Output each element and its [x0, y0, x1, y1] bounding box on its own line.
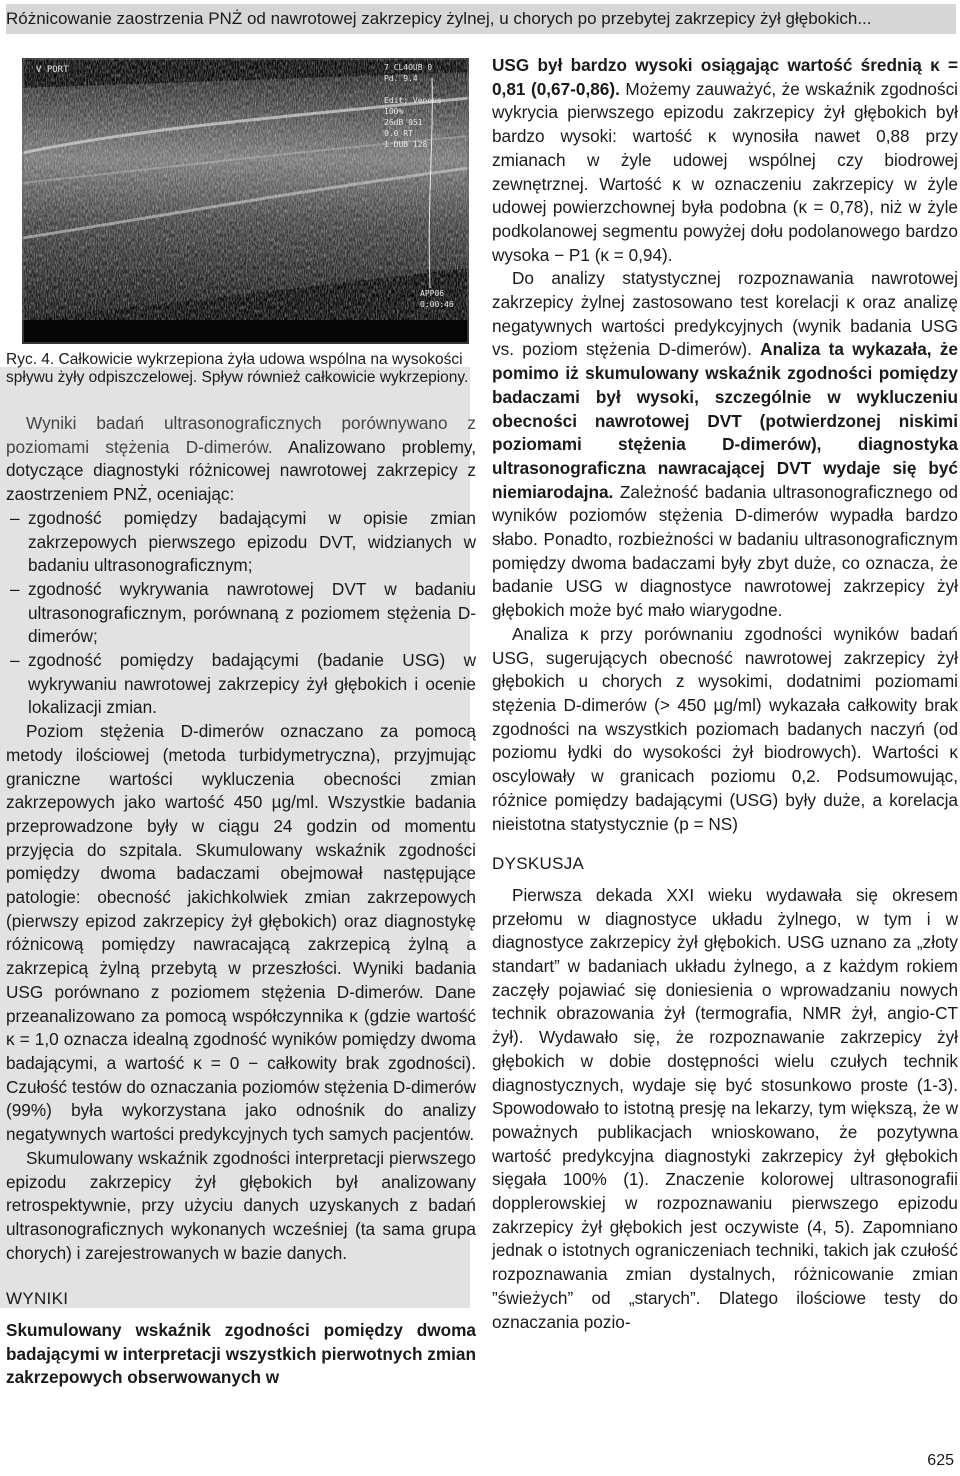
bold-text: USG był bardzo wysoki osiągając wartość średnią κ = 0,81 (0,67-0,86). [492, 55, 958, 99]
paragraph: Pierwsza dekada XXI wieku wydawała się okresem przełomu w diagnostyce układu żylnego, w tym i w diagnostyce zakrzepicy żył głębokich. USG uznano za „złoty standart” w badaniach układu żylnego, a z każdym rokiem zaczęły pojawiać się doniesienia o wprowadzaniu nowych technik obrazowania żył (termografia, NMR żył, angio-CT żył). Wydawało się, że rozpoznawanie zakrzepicy żył głębokich w dobie dostępności wielu czułych technik diagnostycznych, wydaje się być stosunkowo proste (1-3). Spowodowało to istotną presję na lekarzy, tym większą, że w poważnych publikacjach wnioskowano, że pozytywna wartość predykcyjna diagnostyki zakrzepicy żył głębokich sięgała 100% (1). Znaczenie kolorowej ultrasonografii dopplerowskiej w rozpoznawaniu pierwszego epizodu zakrzepicy żył głębokich jest oczywiste (4, 5). Zapomniano jednak o istotnych ograniczeniach techniki, takich jak czułość rozpoznawania zmian dystalnych, różnicowanie zmian ”świeżych” od „starych”. Dlatego ilościowe testy do oznaczania pozio- [492, 884, 958, 1332]
section-heading-results: WYNIKI [6, 1289, 69, 1309]
figure-caption: Ryc. 4. Całkowicie wykrzepiona żyła udowa wspólna na wysokości spływu żyły odpiszczelowej. Spływ również całkowicie wykrzepiony. [6, 351, 469, 386]
ultrasound-image [22, 58, 469, 344]
running-head: Różnicowanie zaostrzenia PNŻ od nawrotowej zakrzepicy żylnej, u chorych po przebytej zakrzepicy żył głębokich... [6, 4, 956, 34]
paragraph: Skumulowany wskaźnik zgodności interpretacji pierwszego epizodu zakrzepicy żył głębokich był analizowany retrospektywnie, przy użyciu danych uzyskanych z badań ultrasonograficznych wykonanych wcześniej (ta sama grupa chorych) i zarejestrowanych w bazie danych. [6, 1147, 476, 1263]
page-number: 625 [927, 1452, 954, 1469]
overlay-line: 100% [384, 107, 404, 116]
overlay-line: Edit: Venous [384, 96, 442, 105]
left-body [6, 412, 476, 1390]
paragraph-lead: Wyniki badań ultrasonograficznych porównywano z poziomami stężenia D-dimerów. [6, 413, 476, 457]
overlay-line: 1 DUB 128 [384, 140, 428, 149]
list-item: – zgodność wykrywania nawrotowej DVT w badaniu ultrasonograficznym, porównaną z poziomem stężenia D-dimerów; [6, 578, 476, 649]
criteria-list [6, 507, 476, 720]
section-heading-discussion: DYSKUSJA [492, 854, 585, 874]
ultrasound-figure [22, 58, 469, 344]
overlay-line: 0.0 RT [384, 129, 413, 138]
paragraph: Analiza κ przy porównaniu zgodności wyników badań USG, sugerujących obecność nawrotowej zakrzepicy żył głębokich u chorych z wysokimi, dodatnimi poziomami stężenia D-dimerów (> 450 µg/ml) wykazała całkowity brak zgodności na wszystkich poziomach badanych naczyń (od poziomu łydki do wysokości żył biodrowych). Wartości κ oscylowały w granicach poziomu 0,2. Podsumowując, różnice pomiędzy badającymi (USG) były duże, a korelacja nieistotna statystycznie (p = NS) [492, 623, 958, 834]
list-item: – zgodność pomiędzy badającymi (badanie USG) w wykrywaniu nawrotowej zakrzepicy żył głębokich i ocenie lokalizacji zmian. [6, 649, 476, 720]
paragraph [492, 267, 958, 623]
left-column [6, 58, 476, 1390]
results-subheading: Skumulowany wskaźnik zgodności pomiędzy dwoma badającymi w interpretacji wszystkich pierwotnych zmian zakrzepowych obserwowanych w [6, 1320, 476, 1388]
bold-text: Analiza ta wykazała, że pomimo iż skumulowany wskaźnik zgodności pomiędzy badaczami był wysoki, szczególnie w wykluczeniu obecności nawrotowej DVT (potwierdzonej niskimi poziomami stężenia D-dimerów), diagnostyka ultrasonograficzna nawracającej DVT wydaje się być niemiarodajna. [492, 339, 958, 502]
paragraph: Poziom stężenia D-dimerów oznaczano za pomocą metody ilościowej (metoda turbidymetryczna), przyjmując graniczne wartości wykluczenia obecności zmian zakrzepowych jako wartość 450 µg/ml. Wszystkie badania przeprowadzone były w ciągu 24 godzin od momentu przyjęcia do szpitala. Skumulowany wskaźnik zgodności pomiędzy dwoma badaczami obejmował następujące patologie: obecność jakichkolwiek zmian zakrzepowych (pierwszy epizod zakrzepicy żył głębokich) oraz diagnostykę różnicową pomiędzy nawracającą zakrzepicą żylną a zakrzepicą żylną przebytą w przeszłości. Wyniki badania USG porównano z poziomem stężenia D-dimerów. Dane przeanalizowano za pomocą współczynnika κ (gdzie wartość κ = 1,0 oznacza idealną zgodność wyników pomiędzy dwoma badającymi, a wartość κ = 0 − całkowity brak zgodności). Czułość testów do oznaczania poziomów stężenia D-dimerów (99%) była wykorzystana jako odnośnik do analizy negatywnych wartości predykcyjnych tych samych pacjentów. [6, 721, 477, 1145]
list-item: – zgodność pomiędzy badającymi w opisie zmian zakrzepowych pierwszego epizodu DVT, widzianych w badaniu ultrasonograficznym; [6, 507, 476, 578]
paragraph-text: Możemy zauważyć, że wskaźnik zgodności wykrycia pierwszego epizodu zakrzepicy żył głębokich był bardzo wysoki: wartość κ wynosiła nawet 0,88 przy zmianach w żyle udowej wspólnej czy biodrowej zewnętrznej. Wartość κ w oznaczeniu zakrzepicy w żyle udowej powierzchownej była podobna (κ = 0,78), niż w żyle podkolanowej segmentu powyżej dołu podolanowego bardzo wysoka − P1 (κ = 0,94). [492, 78, 958, 265]
paragraph-text: Zależność badania ultrasonograficznego od wyników poziomów stężenia D-dimerów wypadła bardzo słabo. Ponadto, rozbieżności w badaniu ultrasonograficznym pomiędzy dwoma badaczami były zbyt duże, co oznacza, że badanie USG w diagnostyce nawrotowej zakrzepicy żył głębokich może być mało wiarygodne. [492, 481, 958, 621]
paragraph [492, 54, 958, 267]
overlay-line: 7 CL4OUB 0 [384, 63, 433, 72]
paragraph [6, 412, 476, 507]
overlay-line: APP06 [420, 289, 445, 298]
overlay-label-topleft: V PORT [36, 65, 69, 75]
overlay-line: 0:00:46 [420, 300, 454, 309]
paragraph-text: Analizowano problemy, dotyczące diagnostyki różnicowej nawrotowej zakrzepicy z zaostrzeniem PNŻ, oceniając: [6, 436, 476, 505]
overlay-line: Pd. 9.4 [384, 74, 418, 83]
paragraph-text: Do analizy statystycznej rozpoznawania nawrotowej zakrzepicy żylnej zastosowano test korelacji κ oraz analizę negatywnych wartości predykcyjnych (wynik badania USG vs. poziom stężenia D-dimerów). [492, 268, 958, 360]
right-column [492, 54, 958, 1334]
overlay-line: 26dB 051 [384, 118, 423, 127]
